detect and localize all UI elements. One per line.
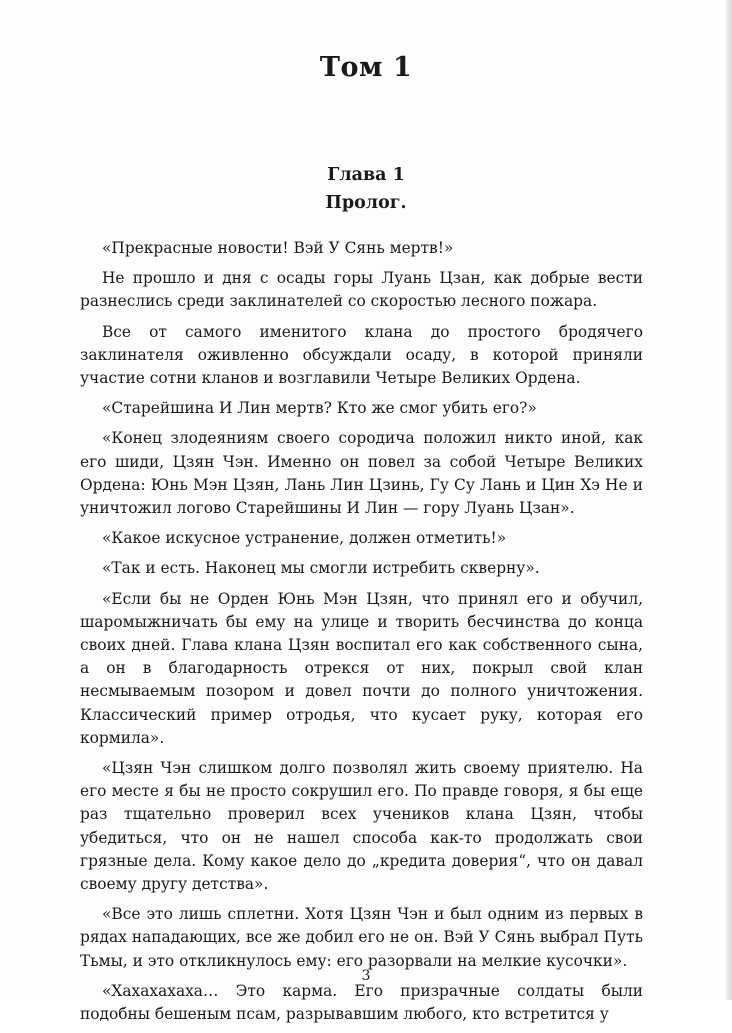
paragraph: «Все это лишь сплетни. Хотя Цзян Чэн и был одним из первых в рядах нападающих, все же добил его не он. Вэй У Сянь выбрал Путь Тьмы, и это откликнулось ему: его разорвали на мелкие кусочки». xyxy=(80,905,643,970)
paragraph: «Если бы не Орден Юнь Мэн Цзян, что принял его и обучил, шаромыжничать бы ему на улице и творить бесчинства до конца своих дней. Глава клана Цзян воспитал его как собственного сына, а он в благодарность отрекся от них, покрыл свой клан несмываемым позором и довел почти до полного уничтожения. Классический пример отродья, что кусает руку, которая его кормила». xyxy=(80,589,643,747)
body-text xyxy=(80,237,643,1033)
volume-title: Том 1 xyxy=(319,52,413,83)
paragraph: «Прекрасные новости! Вэй У Сянь мертв!» xyxy=(102,239,454,257)
paragraph: «Так и есть. Наконец мы смогли истребить скверну». xyxy=(102,559,540,578)
chapter-title: Глава 1 xyxy=(327,165,405,185)
page-edge xyxy=(726,0,732,1000)
paragraph: Не прошло и дня с осады горы Луань Цзан, как добрые вести разнеслись среди заклинателей со скоростью лесного пожара. xyxy=(80,269,643,311)
paragraph: «Конец злодеяниям своего сородича положил никто иной, как его шиди, Цзян Чэн. Именно он повел за собой Четыре Великих Ордена: Юнь Мэн Цзян, Лань Лин Цзинь, Гу Су Лань и Цин Хэ Не и уничтожил логово Старейшины И Лин — гору Луань Цзан». xyxy=(80,429,643,518)
chapter-subtitle: Пролог. xyxy=(325,193,407,213)
paragraph: «Цзян Чэн слишком долго позволял жить своему приятелю. На его месте я бы не просто сокрушил его. По правде говоря, я бы еще раз тщательно проверил всех учеников клана Цзян, чтобы убедиться, что он не нашел способа как-то продолжать свои грязные дела. Кому какое дело до „кредита доверия“, что он давал своему другу детства». xyxy=(80,759,643,894)
paragraph: Все от самого именитого клана до простого бродячего заклинателя оживленно обсуждали осаду, в которой приняли участие сотни кланов и возглавили Четыре Великих Ордена. xyxy=(80,322,643,388)
paragraph: «Старейшина И Лин мертв? Кто же смог убить его?» xyxy=(102,399,537,418)
paragraph: «Какое искусное устранение, должен отметить!» xyxy=(102,529,507,548)
paragraph: «Хахахахаха… Это карма. Его призрачные солдаты были подобны бешеным псам, разрывавшим любого, кто встретится у xyxy=(80,981,643,1024)
page-number: 3 xyxy=(361,968,371,984)
